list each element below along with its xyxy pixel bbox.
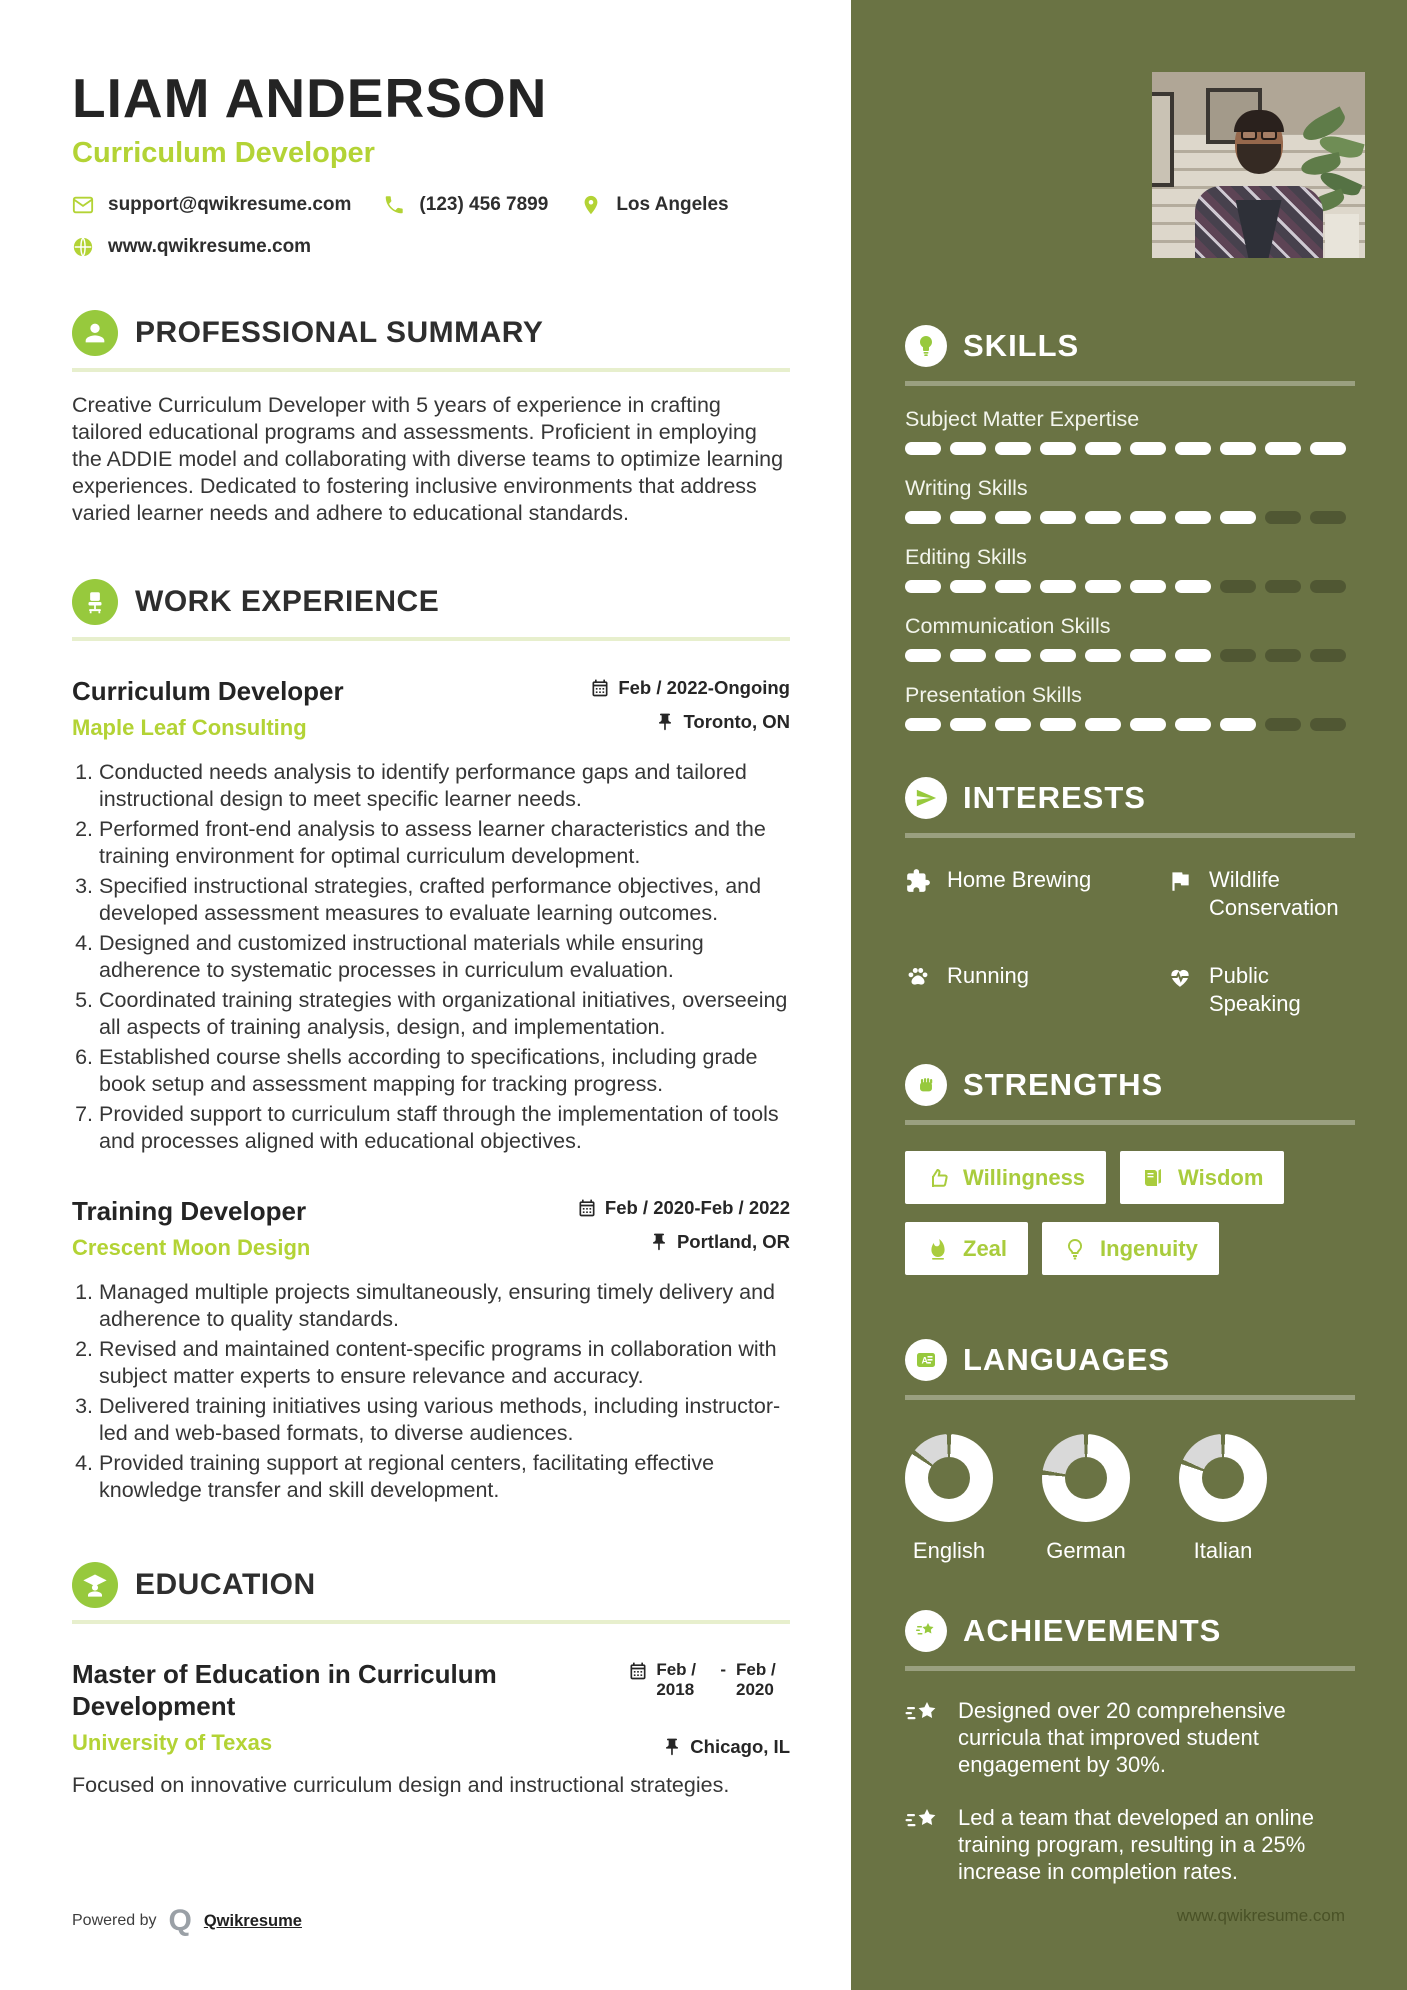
- profile-photo: [1152, 72, 1365, 258]
- languages-header: [905, 1339, 1355, 1381]
- achievements-section: [905, 1610, 1355, 1885]
- section-divider: [905, 1120, 1355, 1125]
- contact-row: [72, 194, 790, 216]
- skill-item: [905, 545, 1355, 593]
- meter-dash-filled: [905, 718, 941, 731]
- meter-dash-filled: [905, 649, 941, 662]
- shooting-star-icon: [905, 1610, 947, 1652]
- translate-icon: [905, 1339, 947, 1381]
- education-title: EDUCATION: [135, 1567, 316, 1601]
- contact-phone: [383, 194, 548, 216]
- plant-pot: [1325, 214, 1359, 258]
- interest-item: [905, 866, 1167, 922]
- meter-dash-filled: [905, 511, 941, 524]
- meter-dash-filled: [1220, 511, 1256, 524]
- language-label: Italian: [1193, 1538, 1253, 1563]
- interest-label: Wildlife Conservation: [1209, 867, 1339, 920]
- pushpin-icon: [655, 712, 675, 732]
- meter-dash-filled: [905, 580, 941, 593]
- achievements-header: [905, 1610, 1355, 1652]
- meter-dash-filled: [905, 442, 941, 455]
- skill-label: Presentation Skills: [905, 683, 1082, 707]
- paw-icon: [905, 964, 931, 990]
- skill-meter: [905, 511, 1355, 524]
- job-date-row: [590, 677, 790, 699]
- bullet-item: 2. Performed front-end analysis to assess learner characteristics and the training environment for optimal curriculum development.: [99, 816, 790, 870]
- job-bullet-list: [72, 1279, 790, 1504]
- skill-meter: [905, 649, 1355, 662]
- strength-label: Willingness: [963, 1164, 1086, 1190]
- interest-label: Home Brewing: [947, 867, 1092, 892]
- skill-meter: [905, 580, 1355, 593]
- meter-dash-filled: [1130, 580, 1166, 593]
- meter-dash-filled: [1085, 649, 1121, 662]
- strength-label: Ingenuity: [1100, 1235, 1198, 1261]
- strength-pill: [1042, 1222, 1219, 1275]
- contact-row: [72, 236, 790, 258]
- meter-dash-filled: [1130, 649, 1166, 662]
- skill-item: [905, 683, 1355, 731]
- education-location-row: [662, 1736, 790, 1758]
- location-text: Los Angeles: [616, 193, 729, 215]
- meter-dash-filled: [1040, 649, 1076, 662]
- sidebar: [851, 0, 1407, 1990]
- language-donut: [1042, 1434, 1130, 1522]
- skill-label: Writing Skills: [905, 476, 1028, 500]
- meter-dash-filled: [995, 442, 1031, 455]
- meter-dash-empty: [1265, 649, 1301, 662]
- meter-dash-empty: [1265, 511, 1301, 524]
- achievement-item: [905, 1697, 1355, 1778]
- contact-block: [72, 194, 790, 258]
- job-title: Curriculum Developer: [72, 675, 344, 706]
- skill-label: Communication Skills: [905, 614, 1111, 638]
- meter-dash-filled: [1130, 442, 1166, 455]
- meter-dash-filled: [1220, 718, 1256, 731]
- bullet-item: 6. Established course shells according to specifications, including grade book setup and assessment mapping for tracking progress.: [99, 1044, 790, 1098]
- school-name: University of Texas: [72, 1729, 273, 1755]
- fist-icon: [905, 1064, 947, 1106]
- footer-powered-by: [72, 1906, 302, 1936]
- meter-dash-filled: [1085, 580, 1121, 593]
- meter-dash-filled: [1175, 649, 1211, 662]
- phone-icon: [383, 194, 405, 216]
- calendar-icon: [577, 1198, 597, 1218]
- job-company: Maple Leaf Consulting: [72, 714, 307, 740]
- interest-item: [1167, 866, 1355, 922]
- meter-dash-filled: [950, 442, 986, 455]
- star-icon: [905, 1699, 941, 1731]
- phone-text: (123) 456 7899: [419, 193, 549, 215]
- language-label: English: [912, 1538, 986, 1563]
- achievement-text: Designed over 20 comprehensive curricula that improved student engagement by 30%.: [958, 1698, 1286, 1777]
- meter-dash-filled: [1130, 718, 1166, 731]
- bullet-item: 4. Provided training support at regional centers, facilitating effective knowledge transfer and skill development.: [99, 1450, 790, 1504]
- section-divider: [905, 1666, 1355, 1671]
- thumbs-up-icon: [926, 1166, 950, 1190]
- language-donut: [1179, 1434, 1267, 1522]
- achievement-text: Led a team that developed an online training program, resulting in a 25% increase in completion rates.: [958, 1805, 1314, 1884]
- meter-dash-filled: [1265, 442, 1301, 455]
- strengths-section: [905, 1064, 1355, 1293]
- meter-dash-filled: [1085, 718, 1121, 731]
- flag-icon: [1167, 868, 1193, 894]
- skill-item: [905, 407, 1355, 455]
- job-date: Feb / 2022-Ongoing: [618, 676, 790, 698]
- interests-section: [905, 777, 1355, 1018]
- skill-item: [905, 476, 1355, 524]
- job-meta: [577, 1197, 790, 1253]
- footer-site-url: www.qwikresume.com: [1176, 1906, 1345, 1925]
- meter-dash-empty: [1265, 718, 1301, 731]
- strengths-list: [905, 1151, 1355, 1293]
- meter-dash-filled: [1175, 718, 1211, 731]
- education-header: [72, 1562, 790, 1608]
- meter-dash-filled: [1220, 442, 1256, 455]
- strength-label: Zeal: [963, 1235, 1008, 1261]
- flame-icon: [926, 1237, 950, 1261]
- user-icon: [72, 310, 118, 356]
- bullet-item: 7. Provided support to curriculum staff through the implementation of tools and processes aligned with educational objectives.: [99, 1101, 790, 1155]
- heart-pulse-icon: [1167, 964, 1193, 990]
- language-item: [905, 1434, 1042, 1564]
- job-date-row: [577, 1197, 790, 1219]
- strength-pill: [905, 1151, 1106, 1204]
- powered-by-label: Powered by: [72, 1912, 157, 1929]
- skills-section: [905, 325, 1355, 731]
- education-entry: [72, 1658, 790, 1799]
- skill-label: Editing Skills: [905, 545, 1027, 569]
- language-donut: [905, 1434, 993, 1522]
- job-entry: [72, 675, 790, 1155]
- work-header: [72, 579, 790, 625]
- language-item: [1042, 1434, 1179, 1564]
- summary-header: [72, 310, 790, 356]
- person-job-title: Curriculum Developer: [72, 136, 375, 169]
- meter-dash-filled: [995, 649, 1031, 662]
- meter-dash-filled: [1175, 442, 1211, 455]
- lightbulb-icon: [905, 325, 947, 367]
- section-divider: [72, 1620, 790, 1624]
- bullet-item: 1. Conducted needs analysis to identify performance gaps and tailored instructional design to meet specific learner needs.: [99, 759, 790, 813]
- skills-title: SKILLS: [963, 328, 1080, 363]
- job-bullet-list: [72, 759, 790, 1155]
- meter-dash-empty: [1310, 649, 1346, 662]
- skill-meter: [905, 718, 1355, 731]
- puzzle-icon: [905, 868, 931, 894]
- job-location-row: [655, 711, 790, 733]
- person-name: LIAM ANDERSON: [72, 67, 548, 129]
- skills-header: [905, 325, 1355, 367]
- book-icon: [1141, 1166, 1165, 1190]
- email-text: support@qwikresume.com: [108, 193, 352, 215]
- work-title: WORK EXPERIENCE: [135, 584, 440, 618]
- interest-item: [905, 962, 1167, 1018]
- meter-dash-filled: [950, 580, 986, 593]
- website-text: www.qwikresume.com: [108, 235, 312, 257]
- meter-dash-filled: [950, 718, 986, 731]
- bullet-item: 4. Designed and customized instructional materials while ensuring adherence to systematic processes in curriculum evaluation.: [99, 930, 790, 984]
- meter-dash-empty: [1265, 580, 1301, 593]
- job-location: Toronto, ON: [683, 710, 790, 732]
- section-divider: [72, 637, 790, 641]
- language-label: German: [1046, 1538, 1126, 1563]
- education-meta: [628, 1660, 790, 1758]
- bullet-item: 3. Delivered training initiatives using various methods, including instructor-led and web-based formats, to diverse audiences.: [99, 1393, 790, 1447]
- meter-dash-empty: [1310, 511, 1346, 524]
- meter-dash-filled: [950, 511, 986, 524]
- svg-text:A: A: [921, 1355, 928, 1366]
- glasses: [1241, 130, 1277, 140]
- job-title: Training Developer: [72, 1195, 307, 1226]
- job-company: Crescent Moon Design: [72, 1234, 311, 1260]
- qwikresume-link[interactable]: Qwikresume: [203, 1911, 302, 1930]
- wall-frame: [1152, 92, 1174, 187]
- paper-plane-icon: [905, 777, 947, 819]
- strengths-header: [905, 1064, 1355, 1106]
- date-separator: -: [720, 1659, 726, 1679]
- section-divider: [905, 1395, 1355, 1400]
- envelope-icon: [72, 194, 94, 216]
- education-date-row: [628, 1660, 790, 1700]
- section-divider: [72, 368, 790, 372]
- meter-dash-filled: [995, 511, 1031, 524]
- summary-section: [72, 310, 790, 527]
- meter-dash-filled: [1040, 580, 1076, 593]
- interest-label: Public Speaking: [1209, 963, 1301, 1016]
- calendar-icon: [628, 1661, 648, 1681]
- strength-label: Wisdom: [1178, 1164, 1264, 1190]
- education-date-start: Feb / 2018: [656, 1659, 696, 1699]
- interests-list: [905, 866, 1355, 1018]
- job-location-row: [649, 1231, 790, 1253]
- meter-dash-filled: [1175, 511, 1211, 524]
- contact-email: [72, 194, 351, 216]
- meter-dash-filled: [1040, 511, 1076, 524]
- job-entry: [72, 1195, 790, 1504]
- graduation-icon: [72, 1562, 118, 1608]
- bullet-item: 1. Managed multiple projects simultaneously, ensuring timely delivery and adherence to quality standards.: [99, 1279, 790, 1333]
- contact-location: [580, 194, 728, 216]
- qwikresume-logo: Q: [168, 1904, 192, 1937]
- meter-dash-filled: [1085, 442, 1121, 455]
- meter-dash-empty: [1310, 718, 1346, 731]
- language-item: [1179, 1434, 1316, 1564]
- map-pin-icon: [580, 194, 602, 216]
- languages-list: [905, 1434, 1355, 1564]
- job-meta: [590, 677, 790, 733]
- job-date: Feb / 2020-Feb / 2022: [604, 1196, 790, 1218]
- skill-item: [905, 614, 1355, 662]
- bullet-item: 5. Coordinated training strategies with organizational initiatives, overseeing all aspects of training analysis, design, and implementation.: [99, 987, 790, 1041]
- summary-title: PROFESSIONAL SUMMARY: [135, 315, 544, 349]
- achievements-title: ACHIEVEMENTS: [963, 1613, 1222, 1648]
- languages-section: [905, 1339, 1355, 1564]
- interests-header: [905, 777, 1355, 819]
- degree-title: Master of Education in Curriculum Development: [72, 1658, 497, 1721]
- meter-dash-empty: [1220, 580, 1256, 593]
- achievement-item: [905, 1804, 1355, 1885]
- contact-website: [72, 236, 311, 258]
- meter-dash-empty: [1220, 649, 1256, 662]
- interest-item: [1167, 962, 1355, 1018]
- meter-dash-empty: [1310, 580, 1346, 593]
- job-location: Portland, OR: [676, 1230, 790, 1252]
- skill-label: Subject Matter Expertise: [905, 407, 1140, 431]
- meter-dash-filled: [1085, 511, 1121, 524]
- strength-pill: [1120, 1151, 1284, 1204]
- education-description: Focused on innovative curriculum design and instructional strategies.: [72, 1772, 730, 1797]
- meter-dash-filled: [1040, 442, 1076, 455]
- meter-dash-filled: [995, 580, 1031, 593]
- section-divider: [905, 381, 1355, 386]
- meter-dash-filled: [995, 718, 1031, 731]
- summary-text: Creative Curriculum Developer with 5 years of experience in crafting tailored educational programs and assessments. Proficient in employing the ADDIE model and collaborating with diverse teams to optimize learning experiences. Dedicated to fostering inclusive environments that address varied learner needs and adhere to educational standards.: [72, 392, 784, 525]
- globe-icon: [72, 236, 94, 258]
- work-section: [72, 579, 790, 1504]
- bulb-icon: [1063, 1237, 1087, 1261]
- bullet-item: 2. Revised and maintained content-specific programs in collaboration with subject matter experts to ensure relevance and accuracy.: [99, 1336, 790, 1390]
- calendar-icon: [590, 678, 610, 698]
- meter-dash-filled: [1040, 718, 1076, 731]
- office-chair-icon: [72, 579, 118, 625]
- skill-meter: [905, 442, 1355, 455]
- pushpin-icon: [649, 1232, 669, 1252]
- star-icon: [905, 1806, 941, 1838]
- meter-dash-filled: [950, 649, 986, 662]
- education-date-end: Feb / 2020: [736, 1659, 776, 1699]
- bullet-item: 3. Specified instructional strategies, crafted performance objectives, and developed assessment measures to evaluate learning outcomes.: [99, 873, 790, 927]
- strengths-title: STRENGTHS: [963, 1067, 1164, 1102]
- interests-title: INTERESTS: [963, 780, 1146, 815]
- strength-pill: [905, 1222, 1028, 1275]
- education-location: Chicago, IL: [690, 1735, 790, 1757]
- meter-dash-filled: [1175, 580, 1211, 593]
- meter-dash-filled: [1310, 442, 1346, 455]
- meter-dash-filled: [1130, 511, 1166, 524]
- section-divider: [905, 833, 1355, 838]
- languages-title: LANGUAGES: [963, 1342, 1171, 1377]
- pushpin-icon: [662, 1737, 682, 1757]
- education-section: [72, 1562, 790, 1799]
- interest-label: Running: [947, 963, 1029, 988]
